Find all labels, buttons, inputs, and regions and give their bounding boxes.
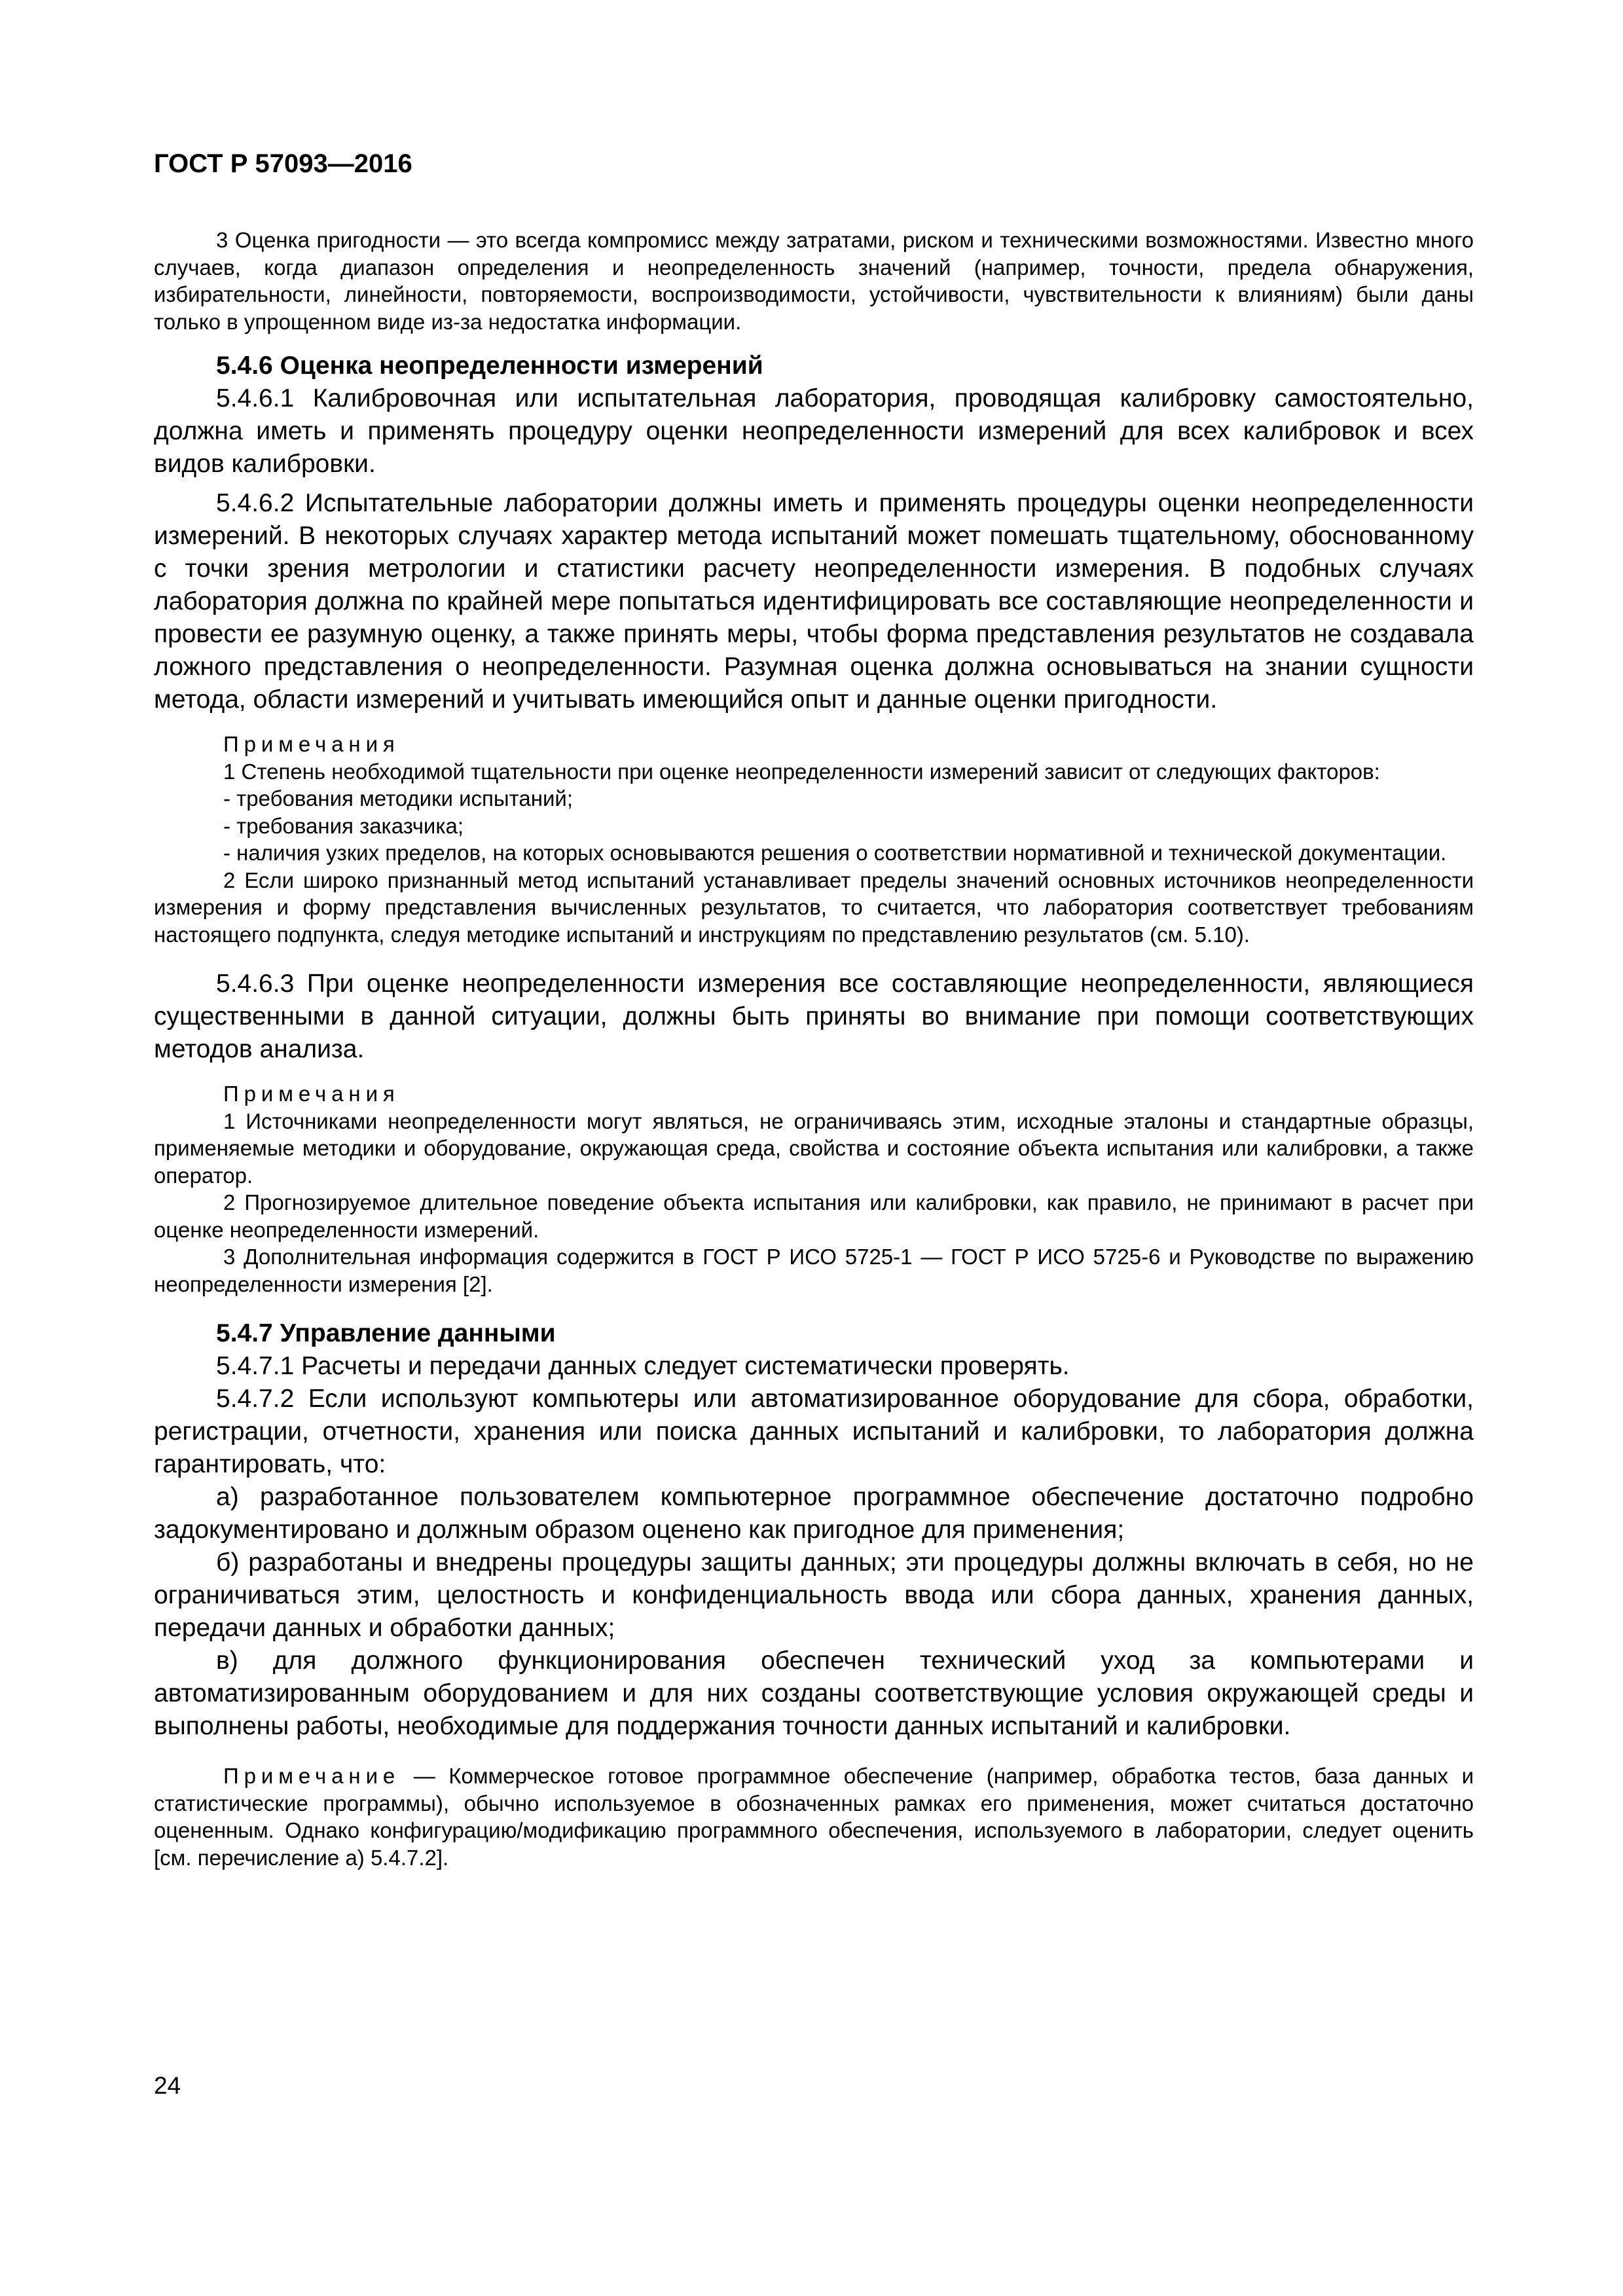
- note-label: Примечание: [223, 1764, 401, 1788]
- body-paragraph: 5.4.7.1 Расчеты и передачи данных следует систематически проверять.: [216, 1352, 1070, 1380]
- note-list-item: - требования методики испытаний;: [223, 786, 573, 811]
- note-item: 3 Дополнительная информация содержится в ГОСТ Р ИСО 5725-1 — ГОСТ Р ИСО 5725-6 и Руководстве по выражению неопределенности измерения [2].: [154, 1245, 1474, 1296]
- body-paragraph: 5.4.6.3 При оценке неопределенности измерения все составляющие неопределенности, являющиеся существенными в данной ситуации, должны быть приняты во внимание при помощи соответствующих методов анализа.: [154, 970, 1474, 1063]
- note-item: 1 Источниками неопределенности могут являться, не ограничиваясь этим, исходные эталоны и стандартные образцы, применяемые методики и оборудование, окружающая среда, свойства и состояние объекта испытания или калибровки, а также оператор.: [154, 1108, 1474, 1188]
- list-item: б) разработаны и внедрены процедуры защиты данных; эти процедуры должны включать в себя, но не ограничиваться этим, целостность и конфиденциальность ввода или сбора данных, хранения данных, передачи данных и обработки данных;: [154, 1548, 1474, 1642]
- note-paragraph: 3 Оценка пригодности — это всегда компромисс между затратами, риском и техническими возможностями. Известно много случаев, когда диапазон определения и неопределенность значений (например, точности, предела обнаружения, избирательности, линейности, повторяемости, воспроизводимости, устойчивости, чувствительности к влияниям) были даны только в упрощенном виде из-за недостатка информации.: [154, 228, 1474, 334]
- note-text: — Коммерческое готовое программное обеспечение (например, обработка тестов, база данных и статистические программы), обычно используемое в обозначенных рамках его применения, может считаться достаточно оцененным. Однако конфигурацию/модификацию программного обеспечения, используемого в лаборатории, следует оценить [см. перечисление а) 5.4.7.2].: [154, 1764, 1474, 1870]
- note-list-item: - требования заказчика;: [223, 813, 464, 838]
- note-item: 2 Прогнозируемое длительное поведение объекта испытания или калибровки, как правило, не принимают в расчет при оценке неопределенности измерений.: [154, 1190, 1474, 1242]
- page-number: 24: [154, 2072, 181, 2099]
- section-heading: 5.4.6 Оценка неопределенности измерений: [216, 352, 763, 380]
- note-item: 1 Степень необходимой тщательности при оценке неопределенности измерений зависит от следующих факторов:: [223, 759, 1380, 784]
- document-header: ГОСТ Р 57093—2016: [154, 149, 412, 178]
- note-paragraph: [154, 1762, 1474, 1871]
- notes-title: Примечания: [223, 732, 400, 756]
- body-paragraph: 5.4.6.2 Испытательные лаборатории должны иметь и применять процедуры оценки неопределенности измерений. В некоторых случаях характер метода испытаний может помешать тщательному, обоснованному с точки зрения метрологии и статистики расчету неопределенности измерения. В подобных случаях лаборатория должна по крайней мере попытаться идентифицировать все составляющие неопределенности и провести ее разумную оценку, а также принять меры, чтобы форма представления результатов не создавала ложного представления о неопределенности. Разумная оценка должна основываться на знании сущности метода, области измерений и учитывать имеющийся опыт и данные оценки пригодности.: [154, 489, 1474, 714]
- list-item: а) разработанное пользователем компьютерное программное обеспечение достаточно подробно задокументировано и должным образом оценено как пригодное для применения;: [154, 1483, 1474, 1544]
- page-content: [154, 227, 1474, 1871]
- notes-title: Примечания: [223, 1082, 400, 1106]
- body-paragraph: 5.4.6.1 Калибровочная или испытательная лаборатория, проводящая калибровку самостоятельно, должна иметь и применять процедуру оценки неопределенности измерений для всех калибровок и всех видов калибровки.: [154, 384, 1474, 478]
- section-heading: 5.4.7 Управление данными: [216, 1319, 556, 1347]
- body-paragraph: 5.4.7.2 Если используют компьютеры или автоматизированное оборудование для сбора, обработки, регистрации, отчетности, хранения или поиска данных испытаний и калибровки, то лаборатория должна гарантировать, что:: [154, 1385, 1474, 1478]
- note-list-item: - наличия узких пределов, на которых основываются решения о соответствии нормативной и технической документации.: [223, 841, 1447, 865]
- list-item: в) для должного функционирования обеспечен технический уход за компьютерами и автоматизированным оборудованием и для них созданы соответствующие условия окружающей среды и выполнены работы, необходимые для поддержания точности данных испытаний и калибровки.: [154, 1647, 1474, 1740]
- note-item: 2 Если широко признанный метод испытаний устанавливает пределы значений основных источников неопределенности измерения и форму представления вычисленных результатов, то считается, что лаборатория соответствует требованиям настоящего подпункта, следуя методике испытаний и инструкциям по представлению результатов (см. 5.10).: [154, 867, 1474, 947]
